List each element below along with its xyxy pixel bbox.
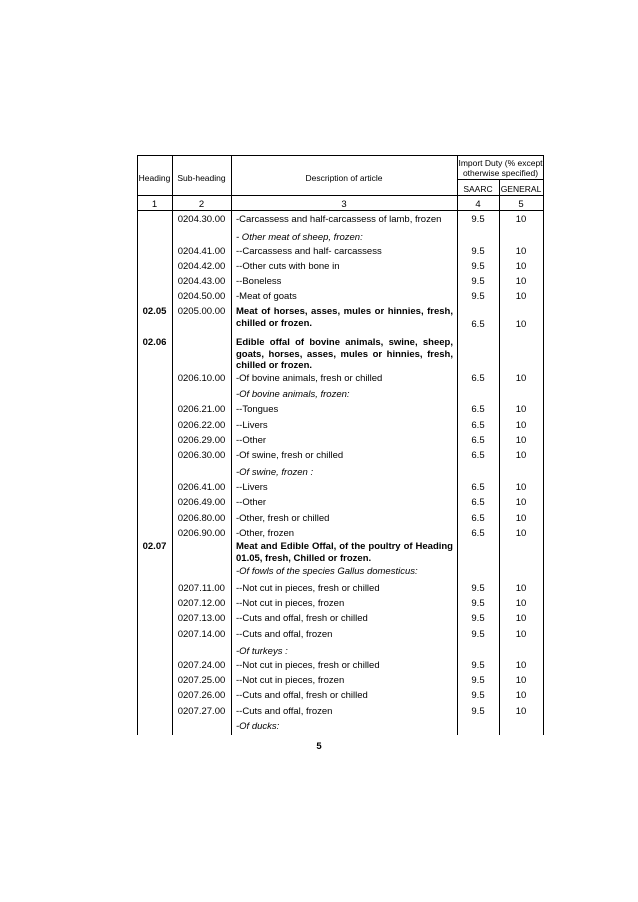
description-cell: -Of swine, frozen : xyxy=(236,467,314,478)
subheading-cell: 0206.49.00 xyxy=(177,497,226,508)
general-rate-cell: 10 xyxy=(515,435,527,446)
subheading-cell: 0207.27.00 xyxy=(177,706,226,717)
saarc-rate-cell: 9.5 xyxy=(471,675,485,686)
description-cell: -Of ducks: xyxy=(236,721,280,732)
column-divider xyxy=(231,155,232,735)
saarc-rate-cell: 9.5 xyxy=(471,613,485,624)
tariff-table xyxy=(137,155,544,735)
description-cell: - Other meat of sheep, frozen: xyxy=(236,232,363,243)
saarc-rate-cell: 6.5 xyxy=(471,497,485,508)
saarc-rate-cell: 9.5 xyxy=(471,246,485,257)
column-number: 2 xyxy=(198,199,205,210)
general-rate-cell: 10 xyxy=(515,373,527,384)
description-cell: Edible offal of bovine animals, swine, sheep, goats, horses, asses, mules or hinnies, fresh, chilled or frozen. xyxy=(236,337,453,371)
heading-cell: 02.07 xyxy=(142,541,167,552)
description-cell: --Livers xyxy=(236,420,268,431)
saarc-rate-cell: 6.5 xyxy=(471,528,485,539)
description-cell: --Other xyxy=(236,497,267,508)
general-rate-cell: 10 xyxy=(515,214,527,225)
description-cell: -Carcassess and half-carcassess of lamb, frozen xyxy=(236,214,442,225)
saarc-rate-cell: 6.5 xyxy=(471,404,485,415)
general-rate-cell: 10 xyxy=(515,660,527,671)
description-cell: -Of fowls of the species Gallus domesticus: xyxy=(236,566,418,577)
subheading-cell: 0207.24.00 xyxy=(177,660,226,671)
saarc-rate-cell: 6.5 xyxy=(471,319,485,330)
column-number: 3 xyxy=(341,199,347,210)
subheading-cell: 0206.22.00 xyxy=(177,420,226,431)
description-cell: --Cuts and offal, frozen xyxy=(236,706,333,717)
subheading-cell: 0206.21.00 xyxy=(177,404,226,415)
saarc-rate-cell: 9.5 xyxy=(471,276,485,287)
general-rate-cell: 10 xyxy=(515,528,527,539)
column-number: 4 xyxy=(475,199,481,210)
table-border-top xyxy=(137,155,544,156)
subheading-cell: 0204.30.00 xyxy=(177,214,226,225)
heading-cell: 02.05 xyxy=(142,306,167,317)
header-divider xyxy=(137,195,544,196)
saarc-rate-cell: 9.5 xyxy=(471,291,485,302)
general-rate-cell: 10 xyxy=(515,482,527,493)
column-header-heading: Heading xyxy=(138,173,171,183)
general-rate-cell: 10 xyxy=(515,276,527,287)
subheading-cell: 0207.25.00 xyxy=(177,675,226,686)
subheading-cell: 0204.50.00 xyxy=(177,291,226,302)
saarc-rate-cell: 9.5 xyxy=(471,261,485,272)
description-cell: --Livers xyxy=(236,482,268,493)
saarc-rate-cell: 6.5 xyxy=(471,373,485,384)
general-rate-cell: 10 xyxy=(515,675,527,686)
description-cell: --Not cut in pieces, frozen xyxy=(236,598,345,609)
saarc-rate-cell: 9.5 xyxy=(471,706,485,717)
description-cell: -Of bovine animals, frozen: xyxy=(236,389,350,400)
subheading-cell: 0204.41.00 xyxy=(177,246,226,257)
general-rate-cell: 10 xyxy=(515,497,527,508)
description-cell: -Other, fresh or chilled xyxy=(236,513,330,524)
subheading-cell: 0205.00.00 xyxy=(177,306,226,317)
description-cell: --Cuts and offal, fresh or chilled xyxy=(236,613,368,624)
table-border-right xyxy=(543,155,544,735)
description-cell: --Not cut in pieces, fresh or chilled xyxy=(236,660,380,671)
saarc-rate-cell: 6.5 xyxy=(471,450,485,461)
general-rate-cell: 10 xyxy=(515,404,527,415)
saarc-rate-cell: 9.5 xyxy=(471,629,485,640)
description-cell: Meat and Edible Offal, of the poultry of Heading 01.05, fresh, Chilled or frozen. xyxy=(236,541,453,564)
general-rate-cell: 10 xyxy=(515,261,527,272)
general-rate-cell: 10 xyxy=(515,513,527,524)
subheading-cell: 0207.12.00 xyxy=(177,598,226,609)
general-rate-cell: 10 xyxy=(515,583,527,594)
heading-cell: 02.06 xyxy=(142,337,167,348)
saarc-rate-cell: 9.5 xyxy=(471,583,485,594)
general-rate-cell: 10 xyxy=(515,319,527,330)
description-cell: --Not cut in pieces, fresh or chilled xyxy=(236,583,380,594)
header-divider xyxy=(457,179,544,180)
description-cell: Meat of horses, asses, mules or hinnies, fresh, chilled or frozen. xyxy=(236,306,453,329)
subheading-cell: 0207.13.00 xyxy=(177,613,226,624)
column-header-subheading: Sub-heading xyxy=(177,173,226,183)
saarc-rate-cell: 9.5 xyxy=(471,690,485,701)
description-cell: -Of swine, fresh or chilled xyxy=(236,450,344,461)
description-cell: -Of turkeys : xyxy=(236,646,288,657)
description-cell: --Carcassess and half- carcassess xyxy=(236,246,382,257)
saarc-rate-cell: 9.5 xyxy=(471,660,485,671)
description-cell: --Boneless xyxy=(236,276,282,287)
general-rate-cell: 10 xyxy=(515,629,527,640)
saarc-rate-cell: 9.5 xyxy=(471,214,485,225)
column-number: 1 xyxy=(151,199,158,210)
description-cell: --Tongues xyxy=(236,404,279,415)
column-number: 5 xyxy=(518,199,524,210)
subheading-cell: 0207.11.00 xyxy=(178,583,225,594)
subheading-cell: 0204.43.00 xyxy=(177,276,226,287)
column-header-description: Description of article xyxy=(305,173,383,183)
saarc-rate-cell: 6.5 xyxy=(471,513,485,524)
subheading-cell: 0206.90.00 xyxy=(177,528,226,539)
general-rate-cell: 10 xyxy=(515,613,527,624)
description-cell: --Cuts and offal, frozen xyxy=(236,629,333,640)
saarc-rate-cell: 6.5 xyxy=(471,420,485,431)
saarc-rate-cell: 6.5 xyxy=(471,435,485,446)
column-header-saarc: SAARC xyxy=(463,184,493,194)
table-border-left xyxy=(137,155,138,735)
general-rate-cell: 10 xyxy=(515,291,527,302)
general-rate-cell: 10 xyxy=(515,690,527,701)
header-divider xyxy=(137,210,544,211)
column-header-import-duty: Import Duty (% except otherwise specified) xyxy=(458,158,543,178)
saarc-rate-cell: 6.5 xyxy=(471,482,485,493)
subheading-cell: 0204.42.00 xyxy=(177,261,226,272)
subheading-cell: 0206.30.00 xyxy=(177,450,226,461)
description-cell: --Cuts and offal, fresh or chilled xyxy=(236,690,368,701)
subheading-cell: 0206.10.00 xyxy=(177,373,226,384)
general-rate-cell: 10 xyxy=(515,598,527,609)
subheading-cell: 0207.26.00 xyxy=(177,690,226,701)
general-rate-cell: 10 xyxy=(515,450,527,461)
description-cell: -Meat of goats xyxy=(236,291,297,302)
subheading-cell: 0206.80.00 xyxy=(177,513,226,524)
subheading-cell: 0206.29.00 xyxy=(177,435,226,446)
saarc-rate-cell: 9.5 xyxy=(471,598,485,609)
description-cell: -Of bovine animals, fresh or chilled xyxy=(236,373,383,384)
general-rate-cell: 10 xyxy=(515,246,527,257)
general-rate-cell: 10 xyxy=(515,706,527,717)
description-cell: --Other xyxy=(236,435,267,446)
page-number: 5 xyxy=(316,741,322,752)
subheading-cell: 0206.41.00 xyxy=(177,482,226,493)
general-rate-cell: 10 xyxy=(515,420,527,431)
description-cell: --Not cut in pieces, frozen xyxy=(236,675,345,686)
description-cell: -Other, frozen xyxy=(236,528,295,539)
column-header-general: GENERAL xyxy=(500,184,542,194)
subheading-cell: 0207.14.00 xyxy=(177,629,226,640)
description-cell: --Other cuts with bone in xyxy=(236,261,340,272)
